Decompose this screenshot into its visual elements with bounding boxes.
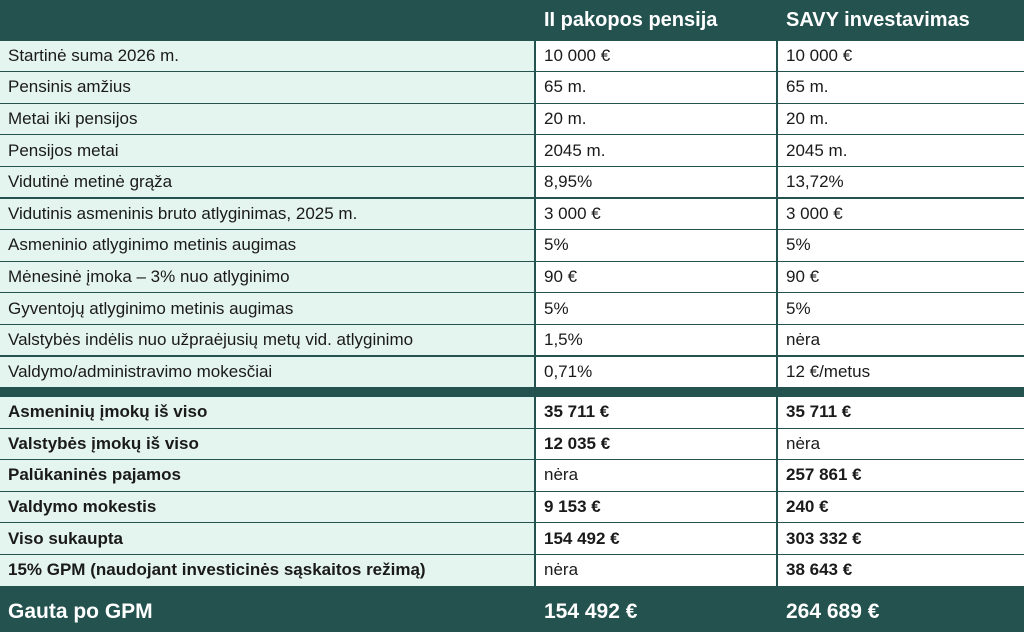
table-row (0, 429, 1024, 460)
savy-value: 5% (786, 235, 811, 255)
row-label: Viso sukaupta (0, 523, 536, 554)
savy-value: 13,72% (786, 172, 844, 192)
savy-value: 240 € (786, 497, 829, 517)
table-row (0, 492, 1024, 523)
savy-value: 20 m. (786, 108, 829, 128)
pension-value: 5% (536, 293, 778, 324)
pension-value: 3 000 € (536, 199, 778, 230)
table-row (0, 293, 1024, 324)
row-label: Metai iki pensijos (0, 104, 536, 135)
savy-value: 303 332 € (786, 528, 862, 548)
savy-value: 10 000 € (786, 45, 853, 65)
pension-value: 90 € (536, 262, 778, 293)
row-label: Pensijos metai (0, 135, 536, 166)
table-row (0, 357, 1024, 388)
table-header (0, 0, 1024, 40)
header-empty-cell (0, 0, 536, 40)
pension-value: 65 m. (536, 72, 778, 103)
savy-value: 90 € (786, 266, 820, 286)
table-row (0, 262, 1024, 293)
table-row (0, 72, 1024, 103)
pension-value: 5% (536, 230, 778, 261)
row-label: Valstybės įmokų iš viso (0, 429, 536, 460)
row-label: Vidutinė metinė grąža (0, 167, 536, 198)
savy-value: 65 m. (786, 77, 829, 97)
row-label: Gyventojų atlyginimo metinis augimas (0, 293, 536, 324)
pension-value: 12 035 € (536, 429, 778, 460)
savy-value: 2045 m. (786, 140, 848, 160)
savy-value: 12 €/metus (786, 361, 871, 381)
row-label: Asmeninių įmokų iš viso (0, 397, 536, 428)
pension-value: 2045 m. (536, 135, 778, 166)
table-row (0, 167, 1024, 198)
table-row (0, 104, 1024, 135)
row-label: Valstybės indėlis nuo užpraėjusių metų vid. atlyginimo (0, 325, 536, 356)
row-label: 15% GPM (naudojant investicinės sąskaitos režimą) (0, 555, 536, 586)
savy-value: 3 000 € (786, 203, 843, 223)
footer-pension-value: 154 492 € (544, 600, 638, 623)
row-label: Startinė suma 2026 m. (0, 41, 536, 72)
savy-value: nėra (786, 330, 821, 350)
savy-value: 38 643 € (786, 560, 853, 580)
pension-value: 9 153 € (536, 492, 778, 523)
table-footer (0, 592, 1024, 632)
row-label: Pensinis amžius (0, 72, 536, 103)
row-label: Asmeninio atlyginimo metinis augimas (0, 230, 536, 261)
savy-value: 35 711 € (786, 402, 852, 422)
header-savy: SAVY investavimas (786, 8, 970, 31)
savy-value: nėra (786, 433, 821, 453)
row-label: Valdymo mokestis (0, 492, 536, 523)
pension-value: nėra (536, 460, 778, 491)
pension-value: 0,71% (536, 357, 778, 388)
row-label: Mėnesinė įmoka – 3% nuo atlyginimo (0, 262, 536, 293)
savy-value: 257 861 € (786, 465, 862, 485)
pension-value: 10 000 € (536, 41, 778, 72)
table-row (0, 135, 1024, 166)
savy-value: 5% (786, 298, 811, 318)
table-row (0, 523, 1024, 554)
row-label: Vidutinis asmeninis bruto atlyginimas, 2025 m. (0, 199, 536, 230)
table-row (0, 397, 1024, 428)
pension-value: 20 m. (536, 104, 778, 135)
row-label: Palūkaninės pajamos (0, 460, 536, 491)
pension-value: 154 492 € (536, 523, 778, 554)
pension-value: 8,95% (536, 167, 778, 198)
footer-label: Gauta po GPM (8, 600, 153, 623)
table-row (0, 230, 1024, 261)
header-pension: II pakopos pensija (544, 8, 718, 31)
pension-value: 1,5% (536, 325, 778, 356)
table-row (0, 199, 1024, 230)
table-row (0, 555, 1024, 586)
table-row (0, 460, 1024, 491)
pension-value: nėra (536, 555, 778, 586)
table-row (0, 325, 1024, 356)
footer-savy-value: 264 689 € (786, 600, 880, 623)
row-label: Valdymo/administravimo mokesčiai (0, 357, 536, 388)
table-row (0, 41, 1024, 72)
pension-value: 35 711 € (536, 397, 778, 428)
